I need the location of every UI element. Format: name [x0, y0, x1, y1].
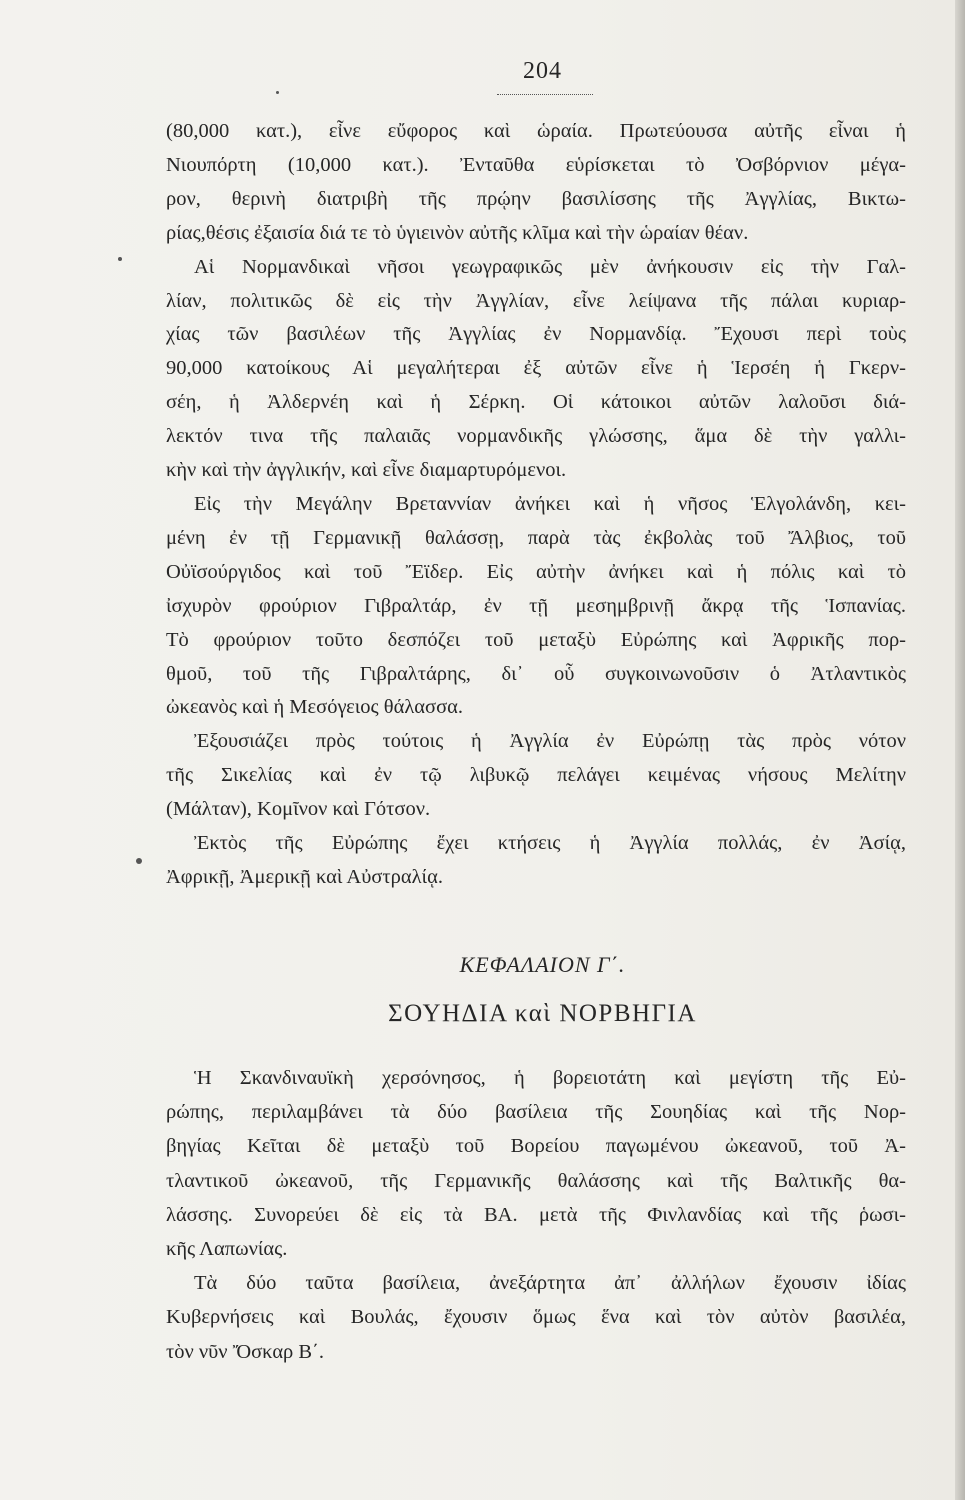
- text-line: (Μάλταν), Κομῖνον καὶ Γότσον.: [166, 798, 431, 821]
- text-line: λάσσης. Συνορεύει δὲ εἰς τὰ ΒΑ. μετὰ τῆς Φινλανδίας καὶ τῆς ῥωσι-: [166, 1203, 906, 1226]
- text-line: 90,000 κατοίκους Αἱ μεγαλήτεραι ἐξ αὐτῶν εἶνε ἡ Ἱερσέη ἡ Γκερν-: [166, 357, 906, 380]
- page-number: 204: [523, 58, 562, 84]
- text-line: βηγίας Κεῖται δὲ μεταξὺ τοῦ Βορείου παγωμένου ὠκεανοῦ, τοῦ Ἀ-: [166, 1135, 906, 1158]
- text-line: κῆς Λαπωνίας.: [166, 1238, 288, 1261]
- text-line: λίαν, πολιτικῶς δὲ εἰς τὴν Ἀγγλίαν, εἶνε λείψανα τῆς πάλαι κυριαρ-: [166, 289, 906, 312]
- text-line: Τὸ φρούριον τοῦτο δεσπόζει τοῦ μεταξὺ Εὐρώπης καὶ Ἀφρικῆς πορ-: [166, 628, 906, 651]
- chapter-text-block: [166, 1061, 906, 1369]
- text-line: Τὰ δύο ταῦτα βασίλεια, ἀνεξάρτητα ἀπ᾽ ἀλλήλων ἔχουσιν ἰδίας: [194, 1272, 906, 1295]
- text-line: τῆς Σικελίας καὶ ἐν τῷ λιβυκῷ πελάγει κειμένας νήσους Μελίτην: [166, 764, 906, 787]
- text-line: (80,000 κατ.), εἶνε εὔφορος καὶ ὡραία. Πρωτεύουσα αὐτῆς εἶναι ἡ: [166, 120, 906, 142]
- text-line: Εἰς τὴν Μεγάλην Βρεταννίαν ἀνήκει καὶ ἡ νῆσος Ἑλγολάνδη, κει-: [194, 492, 906, 515]
- text-line: ρον, θερινὴ διατριβὴ τῆς πρῴην βασιλίσσης τῆς Ἀγγλίας, Βικτω-: [166, 187, 906, 210]
- text-line: Ἡ Σκανδιναυϊκὴ χερσόνησος, ἡ βορειοτάτη καὶ μεγίστη τῆς Εὐ-: [194, 1067, 906, 1089]
- text-line: Νιουπόρτη (10,000 κατ.). Ἐνταῦθα εὑρίσκεται τὸ Ὀσβόρνιον μέγα-: [166, 153, 906, 176]
- ink-speck: [276, 91, 279, 94]
- text-line: Κυβερνήσεις καὶ Βουλάς, ἔχουσιν ὅμως ἕνα καὶ τὸν αὐτὸν βασιλέα,: [166, 1306, 906, 1329]
- ink-speck: [118, 257, 122, 261]
- text-line: Ἐξουσιάζει πρὸς τούτοις ἡ Ἀγγλία ἐν Εὐρώπῃ τὰς πρὸς νότον: [194, 730, 906, 753]
- text-line: Αἱ Νορμανδικαὶ νῆσοι γεωγραφικῶς μὲν ἀνήκουσιν εἰς τὴν Γαλ-: [194, 255, 906, 278]
- text-line: ρώπης, περιλαμβάνει τὰ δύο βασίλεια τῆς Σουηδίας καὶ τῆς Νορ-: [166, 1101, 906, 1124]
- text-line: θμοῦ, τοῦ τῆς Γιβραλτάρης, δι᾽ οὗ συγκοινωνοῦσιν ὁ Ἀτλαντικὸς: [166, 662, 906, 685]
- text-line: λεκτόν τινα τῆς παλαιᾶς νορμανδικῆς γλώσσης, ἅμα δὲ τὴν γαλλι-: [166, 425, 906, 448]
- ink-speck: [136, 858, 142, 864]
- text-line: τλαντικοῦ ὠκεανοῦ, τῆς Γερμανικῆς θαλάσσης καὶ τῆς Βαλτικῆς θα-: [166, 1169, 906, 1192]
- page-number-rule: [497, 94, 593, 95]
- text-line: τὸν νῦν Ὄσκαρ Β΄.: [166, 1340, 325, 1363]
- chapter-title: ΣΟΥΗΔΙΑ καὶ ΝΟΡΒΗΓΙΑ: [388, 1000, 697, 1027]
- text-line: χίας τῶν βασιλέων τῆς Ἀγγλίας ἐν Νορμανδίᾳ. Ἔχουσι περὶ τοὺς: [166, 323, 906, 346]
- text-line: ρίας,θέσις ἐξαισία διά τε τὸ ὑγιεινὸν αὐτῆς κλῖμα καὶ τὴν ὡραίαν θέαν.: [166, 221, 749, 244]
- main-text-block: [166, 115, 906, 895]
- text-line: μένη ἐν τῇ Γερμανικῇ θαλάσσῃ, παρὰ τὰς ἐκβολὰς τοῦ Ἄλβιος, τοῦ: [166, 526, 906, 549]
- text-line: Ἐκτὸς τῆς Εὐρώπης ἔχει κτήσεις ἡ Ἀγγλία πολλάς, ἐν Ἀσίᾳ,: [194, 832, 906, 855]
- text-line: Οὐϊσούργιδος καὶ τοῦ Ἔϊδερ. Εἰς αὐτὴν ἀνήκει καὶ ἡ πόλις καὶ τὸ: [166, 560, 906, 583]
- text-line: κὴν καὶ τὴν ἀγγλικήν, καὶ εἶνε διαμαρτυρόμενοι.: [166, 459, 567, 482]
- text-line: σέη, ἡ Ἀλδερνέη καὶ ἡ Σέρκη. Οἱ κάτοικοι αὐτῶν λαλοῦσι διά-: [166, 391, 906, 414]
- text-line: ὠκεανὸς καὶ ἡ Μεσόγειος θάλασσα.: [166, 696, 463, 719]
- text-line: ἰσχυρὸν φρούριον Γιβραλτάρ, ἐν τῇ μεσημβρινῇ ἄκρᾳ τῆς Ἱσπανίας.: [166, 594, 906, 617]
- text-line: Ἀφρικῇ, Ἀμερικῇ καὶ Αὐστραλίᾳ.: [166, 865, 443, 888]
- chapter-label: ΚΕΦΑΛΑΙΟΝ Γ΄.: [459, 952, 626, 977]
- page-edge-shadow: [955, 0, 965, 1500]
